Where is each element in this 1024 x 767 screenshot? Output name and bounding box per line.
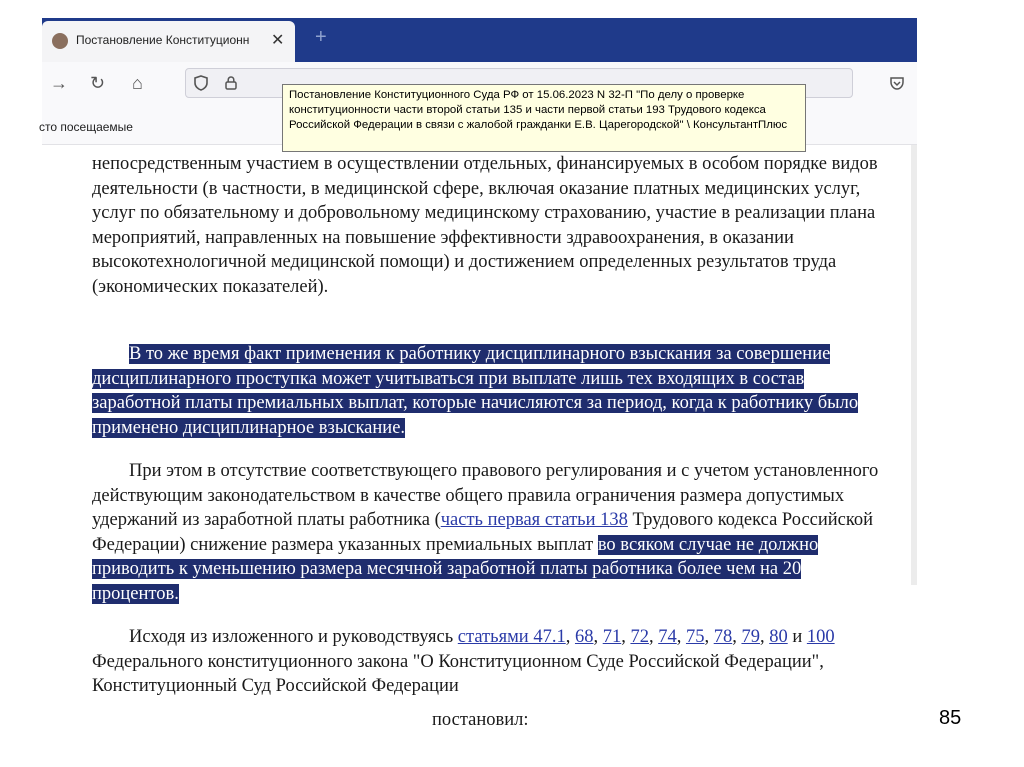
link-tooltip: Постановление Конституционного Суда РФ от 15.06.2023 N 32-П "По делу о проверке конституционности части второй статьи 135 и части первой статьи 193 Трудового кодекса Российской Федерации в связи с жалобой гражданки Е.В. Царегородской" \ КонсультантПлюс — [282, 84, 806, 152]
close-icon[interactable]: ✕ — [271, 32, 285, 49]
link-article-138[interactable]: часть первая статьи 138 — [440, 510, 628, 530]
link-article-79[interactable]: 79 — [741, 627, 760, 647]
paragraph-1: непосредственным участием в осуществлении отдельных, финансируемых в особом порядке видов деятельности (в частности, в медицинской сфере, включая оказание платных медицинских услуг, услуг по обязательному и добровольному медицинскому страхованию, участие в реализации плана мероприятий, направленных на повышение эффективности здравоохранения, в оказании высокотехнологичной медицинской помощи) и достижением определенных результатов труда (экономических показателей). — [92, 154, 878, 297]
tab-bar — [42, 18, 917, 62]
paragraph-4-conjunction: и — [787, 627, 807, 647]
paragraph-2 — [92, 342, 882, 440]
highlighted-text-2: во всяком случае не должно приводить к уменьшению размера месячной заработной платы работника более чем на 20 процентов. — [92, 534, 819, 604]
scrollbar[interactable] — [911, 145, 917, 585]
link-article-78[interactable]: 78 — [713, 627, 733, 647]
home-icon[interactable]: ⌂ — [132, 73, 143, 93]
lock-icon[interactable] — [225, 76, 237, 90]
favicon-icon — [52, 33, 68, 49]
shield-icon[interactable] — [194, 75, 208, 91]
link-article-75[interactable]: 75 — [685, 627, 705, 647]
bookmark-most-visited[interactable]: сто посещаемые — [39, 120, 133, 134]
link-article-74[interactable]: 74 — [658, 627, 677, 647]
link-article-72[interactable]: 72 — [630, 627, 649, 647]
highlighted-text: В то же время факт применения к работнику дисциплинарного взыскания за совершение дисциплинарного проступка может учитываться при выплате лишь тех входящих в состав заработной платы премиальных выплат, которые начисляются за период, когда к работнику было применено дисциплинарное взыскание. — [92, 344, 859, 438]
link-article-100[interactable]: 100 — [806, 627, 835, 647]
paragraph-4: Исходя из изложенного и руководствуясь статьями 47.1, 68, 71, 72, 74, 75, 78, 79, 80 и 100 Федерального конституционного закона "О Конституционном Суде Российской Федерации", Конституционный Суд Российской Федерации — [92, 627, 835, 696]
document-content — [42, 145, 917, 745]
decision-heading: постановил: — [432, 710, 529, 730]
tab-active[interactable] — [42, 21, 295, 62]
link-article-68[interactable]: 68 — [574, 627, 594, 647]
paragraph-4-text: Исходя из изложенного и руководствуясь — [129, 627, 458, 647]
paragraph-4-text-2: Федерального конституционного закона "О Конституционном Суде Российской Федерации", Конституционный Суд Российской Федерации — [92, 651, 824, 696]
paragraph-3 — [92, 459, 882, 606]
paragraph-3-text-2: Трудового кодекса Российской Федерации) снижение размера указанных премиальных выплат — [92, 510, 874, 555]
pocket-icon[interactable] — [889, 75, 905, 91]
link-article-47-1[interactable]: статьями 47.1 — [457, 627, 566, 647]
link-article-80[interactable]: 80 — [769, 627, 788, 647]
slide-page-number: 85 — [939, 707, 962, 729]
browser-window — [39, 18, 917, 696]
tab-title: Постановление Конституционн — [76, 33, 250, 47]
forward-icon[interactable]: → — [50, 73, 68, 93]
paragraph-3-text: При этом в отсутствие соответствующего правового регулирования и с учетом установленного действующим законодательством в качестве общего правила ограничения размера допустимых удержаний из заработной платы работника ( — [92, 461, 879, 530]
link-article-71[interactable]: 71 — [602, 627, 622, 647]
reload-icon[interactable]: ↻ — [90, 73, 106, 93]
new-tab-button[interactable]: + — [315, 26, 327, 48]
